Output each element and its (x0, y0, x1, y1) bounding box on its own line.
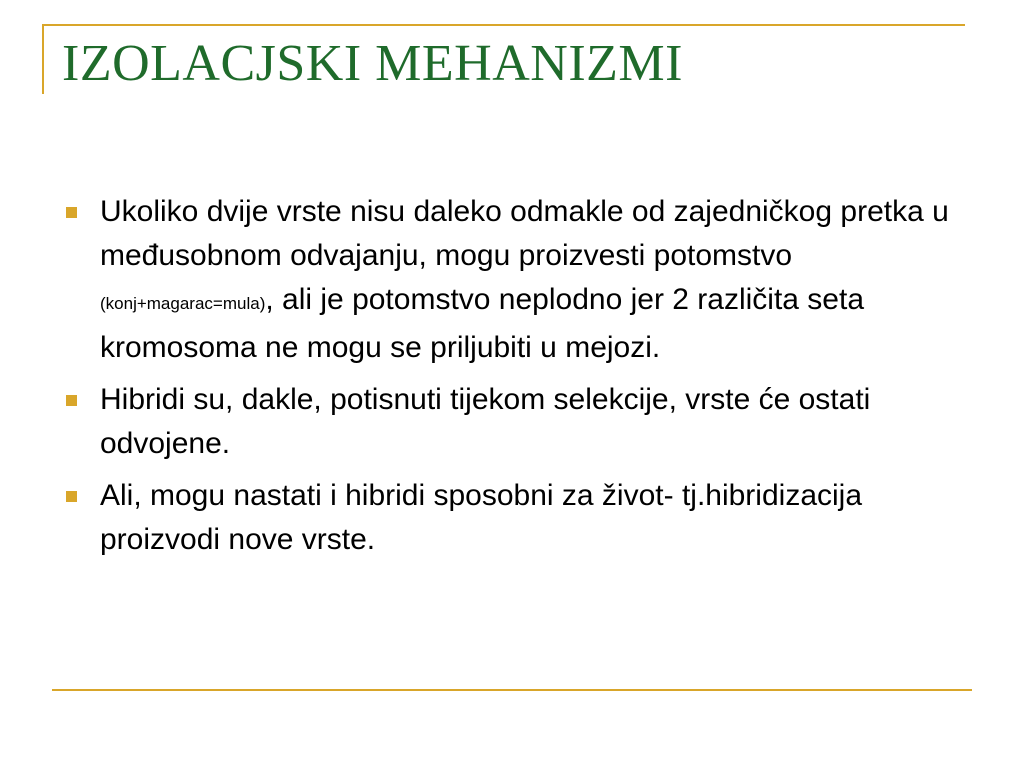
bullet-list (60, 190, 970, 570)
bullet-text-2: Hibridi su, dakle, potisnuti tijekom selekcije, vrste će ostati odvojene. (100, 383, 871, 460)
bullet-item-2 (60, 378, 970, 466)
bottom-divider (52, 689, 972, 691)
bullet-text-3: Ali, mogu nastati i hibridi sposobni za život- tj.hibridizacija proizvodi nove vrste. (100, 479, 863, 556)
slide-title: IZOLACJSKI MEHANIZMI (62, 35, 683, 92)
square-bullet-icon (66, 491, 77, 502)
square-bullet-icon (66, 207, 77, 218)
bullet-text-1b: , ali je potomstvo neplodno jer 2 različita seta kromosoma ne mogu se priljubiti u mejozi. (100, 283, 865, 364)
left-accent-line (42, 24, 44, 94)
bullet-note-1: (konj+magarac=mula) (100, 294, 266, 313)
top-divider (42, 24, 965, 26)
bullet-text-1a: Ukoliko dvije vrste nisu daleko odmakle od zajedničkog pretka u međusobnom odvajanju, mogu proizvesti potomstvo (100, 195, 949, 272)
square-bullet-icon (66, 395, 77, 406)
bullet-item-1 (60, 190, 970, 370)
bullet-item-3 (60, 474, 970, 562)
